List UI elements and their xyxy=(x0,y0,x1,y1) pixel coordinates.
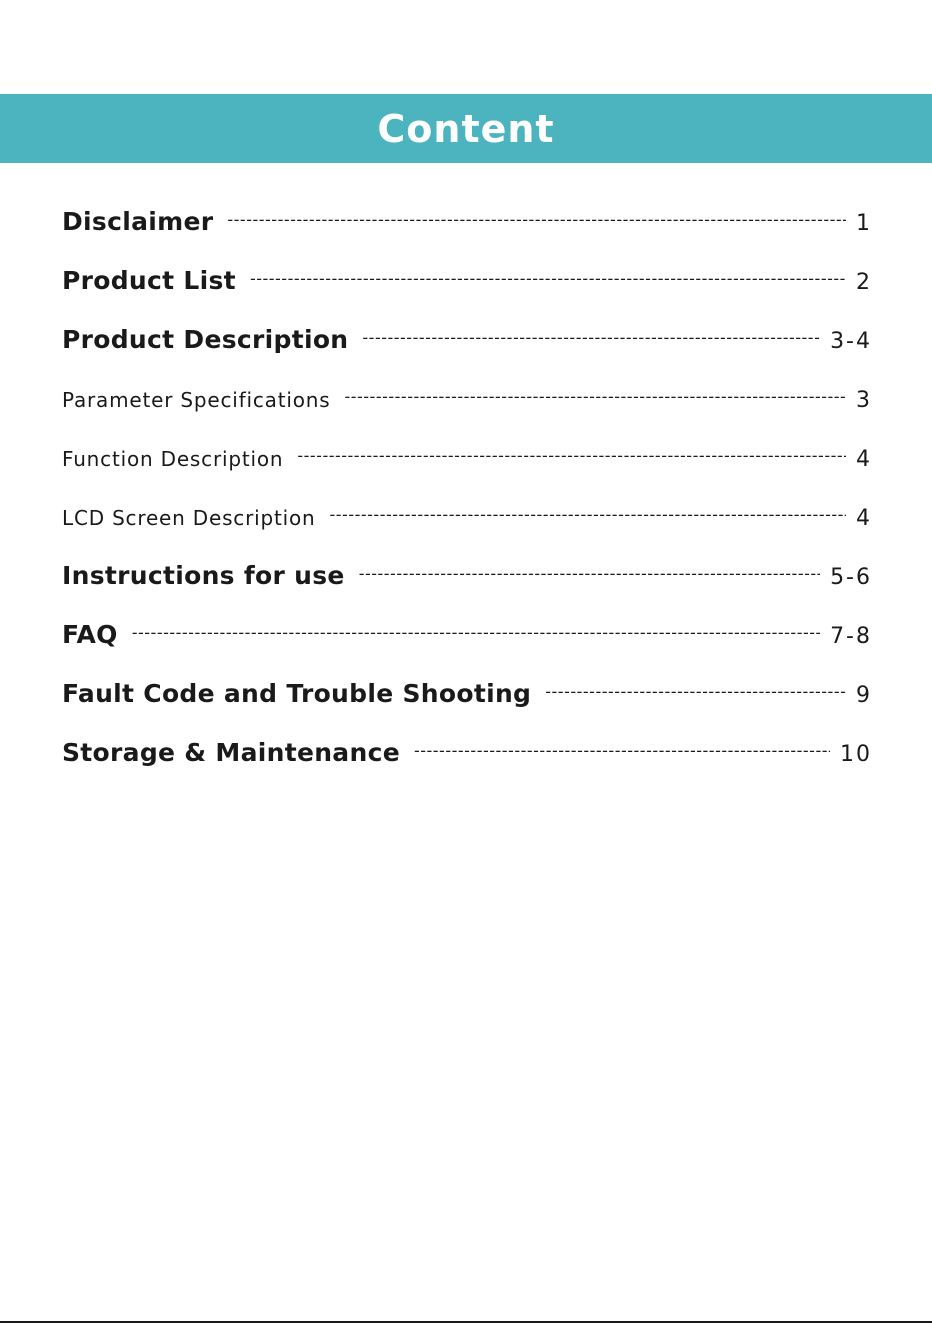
toc-entry-page: 2 xyxy=(856,270,872,295)
toc-entry-page: 7-8 xyxy=(830,624,872,649)
toc-entry-parameter-specifications[interactable] xyxy=(62,388,872,413)
toc-dot-leader xyxy=(132,623,820,642)
toc-entry-page: 3 xyxy=(856,388,872,413)
toc-entry-product-list[interactable] xyxy=(62,266,872,295)
toc-entry-page: 10 xyxy=(840,742,872,767)
toc-entry-title: Storage & Maintenance xyxy=(62,738,400,767)
toc-entry-title: Product List xyxy=(62,266,236,295)
toc-dot-leader xyxy=(359,564,820,583)
toc-entry-title: Instructions for use xyxy=(62,561,345,590)
toc-entry-instructions-for-use[interactable] xyxy=(62,561,872,590)
toc-entry-page: 3-4 xyxy=(830,329,872,354)
toc-entry-disclaimer[interactable] xyxy=(62,207,872,236)
toc-entry-title: Function Description xyxy=(62,447,284,471)
toc-entry-page: 9 xyxy=(856,683,872,708)
toc-entry-title: Parameter Specifications xyxy=(62,388,331,412)
toc-entry-title: Disclaimer xyxy=(62,207,214,236)
toc-entry-title: Fault Code and Trouble Shooting xyxy=(62,679,532,708)
toc-dot-leader xyxy=(362,328,820,347)
toc-entry-page: 4 xyxy=(856,506,872,531)
toc-entry-function-description[interactable] xyxy=(62,447,872,472)
toc-dot-leader xyxy=(297,446,846,465)
toc-entry-title: Product Description xyxy=(62,325,349,354)
toc-dot-leader xyxy=(545,682,846,701)
toc-dot-leader xyxy=(250,269,846,288)
toc-dot-leader xyxy=(414,741,830,760)
toc-dot-leader xyxy=(330,505,847,524)
toc-entry-page: 4 xyxy=(856,447,872,472)
toc-entry-product-description[interactable] xyxy=(62,325,872,354)
toc-entry-storage-maintenance[interactable] xyxy=(62,738,872,767)
toc-dot-leader xyxy=(227,210,846,229)
toc-entry-fault-code[interactable] xyxy=(62,679,872,708)
toc-entry-title: FAQ xyxy=(62,620,118,649)
toc-entry-faq[interactable] xyxy=(62,620,872,649)
toc-entry-page: 1 xyxy=(856,211,872,236)
toc-entry-lcd-screen-description[interactable] xyxy=(62,506,872,531)
page-title: Content xyxy=(377,106,555,151)
toc-entry-title: LCD Screen Description xyxy=(62,506,316,530)
toc-dot-leader xyxy=(344,387,846,406)
toc-entry-page: 5-6 xyxy=(830,565,872,590)
header-band xyxy=(0,94,932,163)
